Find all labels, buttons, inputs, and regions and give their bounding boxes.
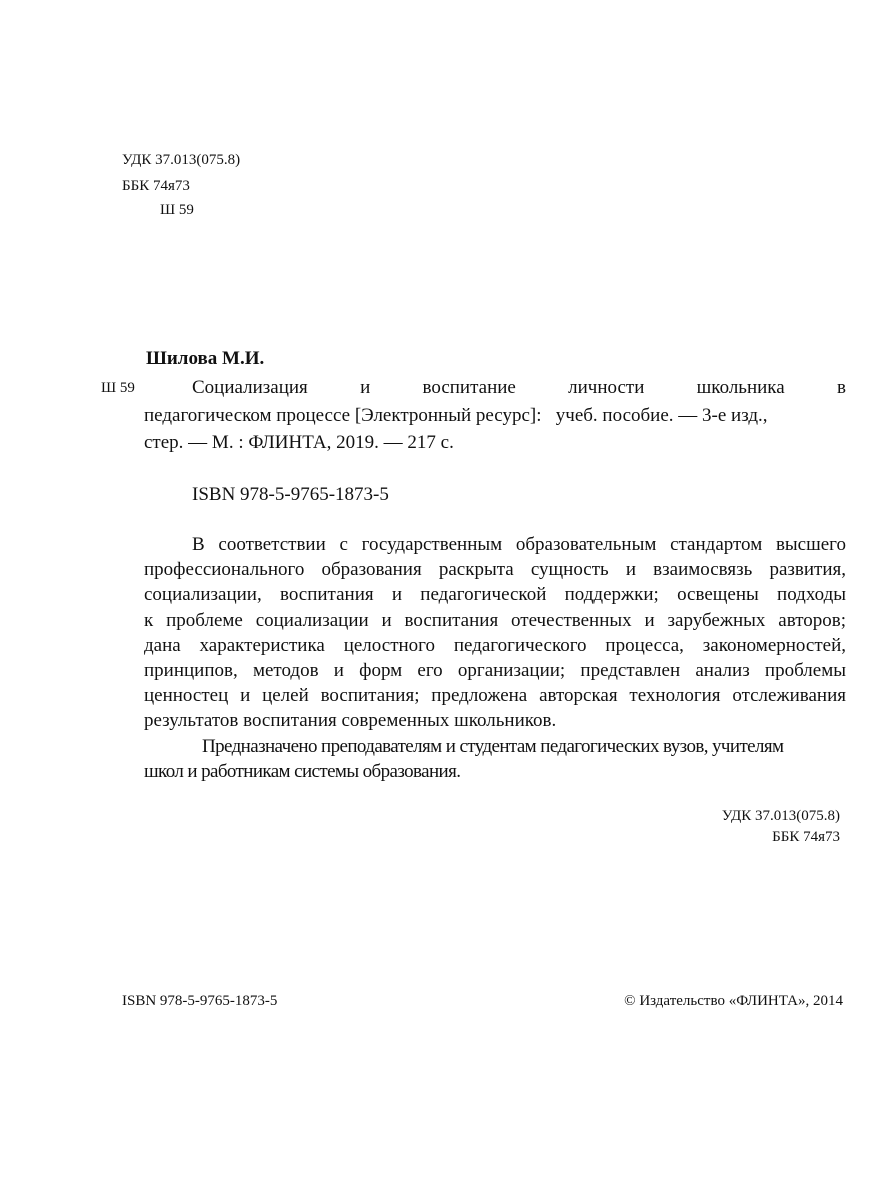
title-word: личности: [568, 377, 645, 398]
udk-code: УДК 37.013(075.8): [122, 152, 241, 168]
bbk-code: ББК 74я73: [122, 178, 190, 194]
purpose-line: Предназначено преподавателям и студентам педагогических вузов, учителям: [202, 736, 784, 757]
annotation-line: В соответствии с государственным образовательным стандартом высшего: [192, 534, 846, 555]
footer-isbn: ISBN 978-5-9765-1873-5: [122, 993, 278, 1009]
bbk-code-right: ББК 74я73: [772, 829, 840, 845]
annotation-line: дана характеристика целостного педагогического процесса, закономерностей,: [144, 634, 846, 656]
record-author-mark: Ш 59: [101, 380, 135, 396]
title-word: Социализация: [192, 377, 308, 398]
annotation-line: результатов воспитания современных школьников.: [144, 710, 557, 732]
purpose-note: [144, 734, 838, 784]
title-line-3: стер. — М. : ФЛИНТА, 2019. — 217 с.: [144, 432, 454, 453]
annotation-line: ценностец и целей воспитания; предложена авторская технология отслеживания: [144, 685, 846, 707]
title-line-1: [144, 377, 846, 399]
isbn-record: ISBN 978-5-9765-1873-5: [192, 484, 389, 505]
title-word: и: [360, 377, 371, 398]
title-word: школьника: [696, 377, 785, 398]
author-mark: Ш 59: [160, 202, 194, 218]
copyright: © Издательство «ФЛИНТА», 2014: [624, 993, 843, 1009]
annotation-line: профессионального образования раскрыта сущность и взаимосвязь развития,: [144, 559, 846, 581]
annotation-line: принципов, методов и форм его организации; представлен анализ проблемы: [144, 660, 846, 682]
title-line-2: педагогическом процессе [Электронный ресурс]: учеб. пособие. — 3-е изд.,: [144, 405, 768, 426]
purpose-line: школ и работникам системы образования.: [144, 761, 461, 782]
author-name: Шилова М.И.: [146, 348, 265, 369]
annotation-line: социализации, воспитания и педагогической поддержки; освещены подходы: [144, 584, 846, 606]
annotation: [144, 532, 846, 734]
title-word: в: [836, 377, 846, 398]
title-word: воспитание: [422, 377, 516, 398]
udk-code-right: УДК 37.013(075.8): [721, 808, 840, 824]
annotation-line: к проблеме социализации и воспитания отечественных и зарубежных авторов;: [144, 609, 846, 631]
